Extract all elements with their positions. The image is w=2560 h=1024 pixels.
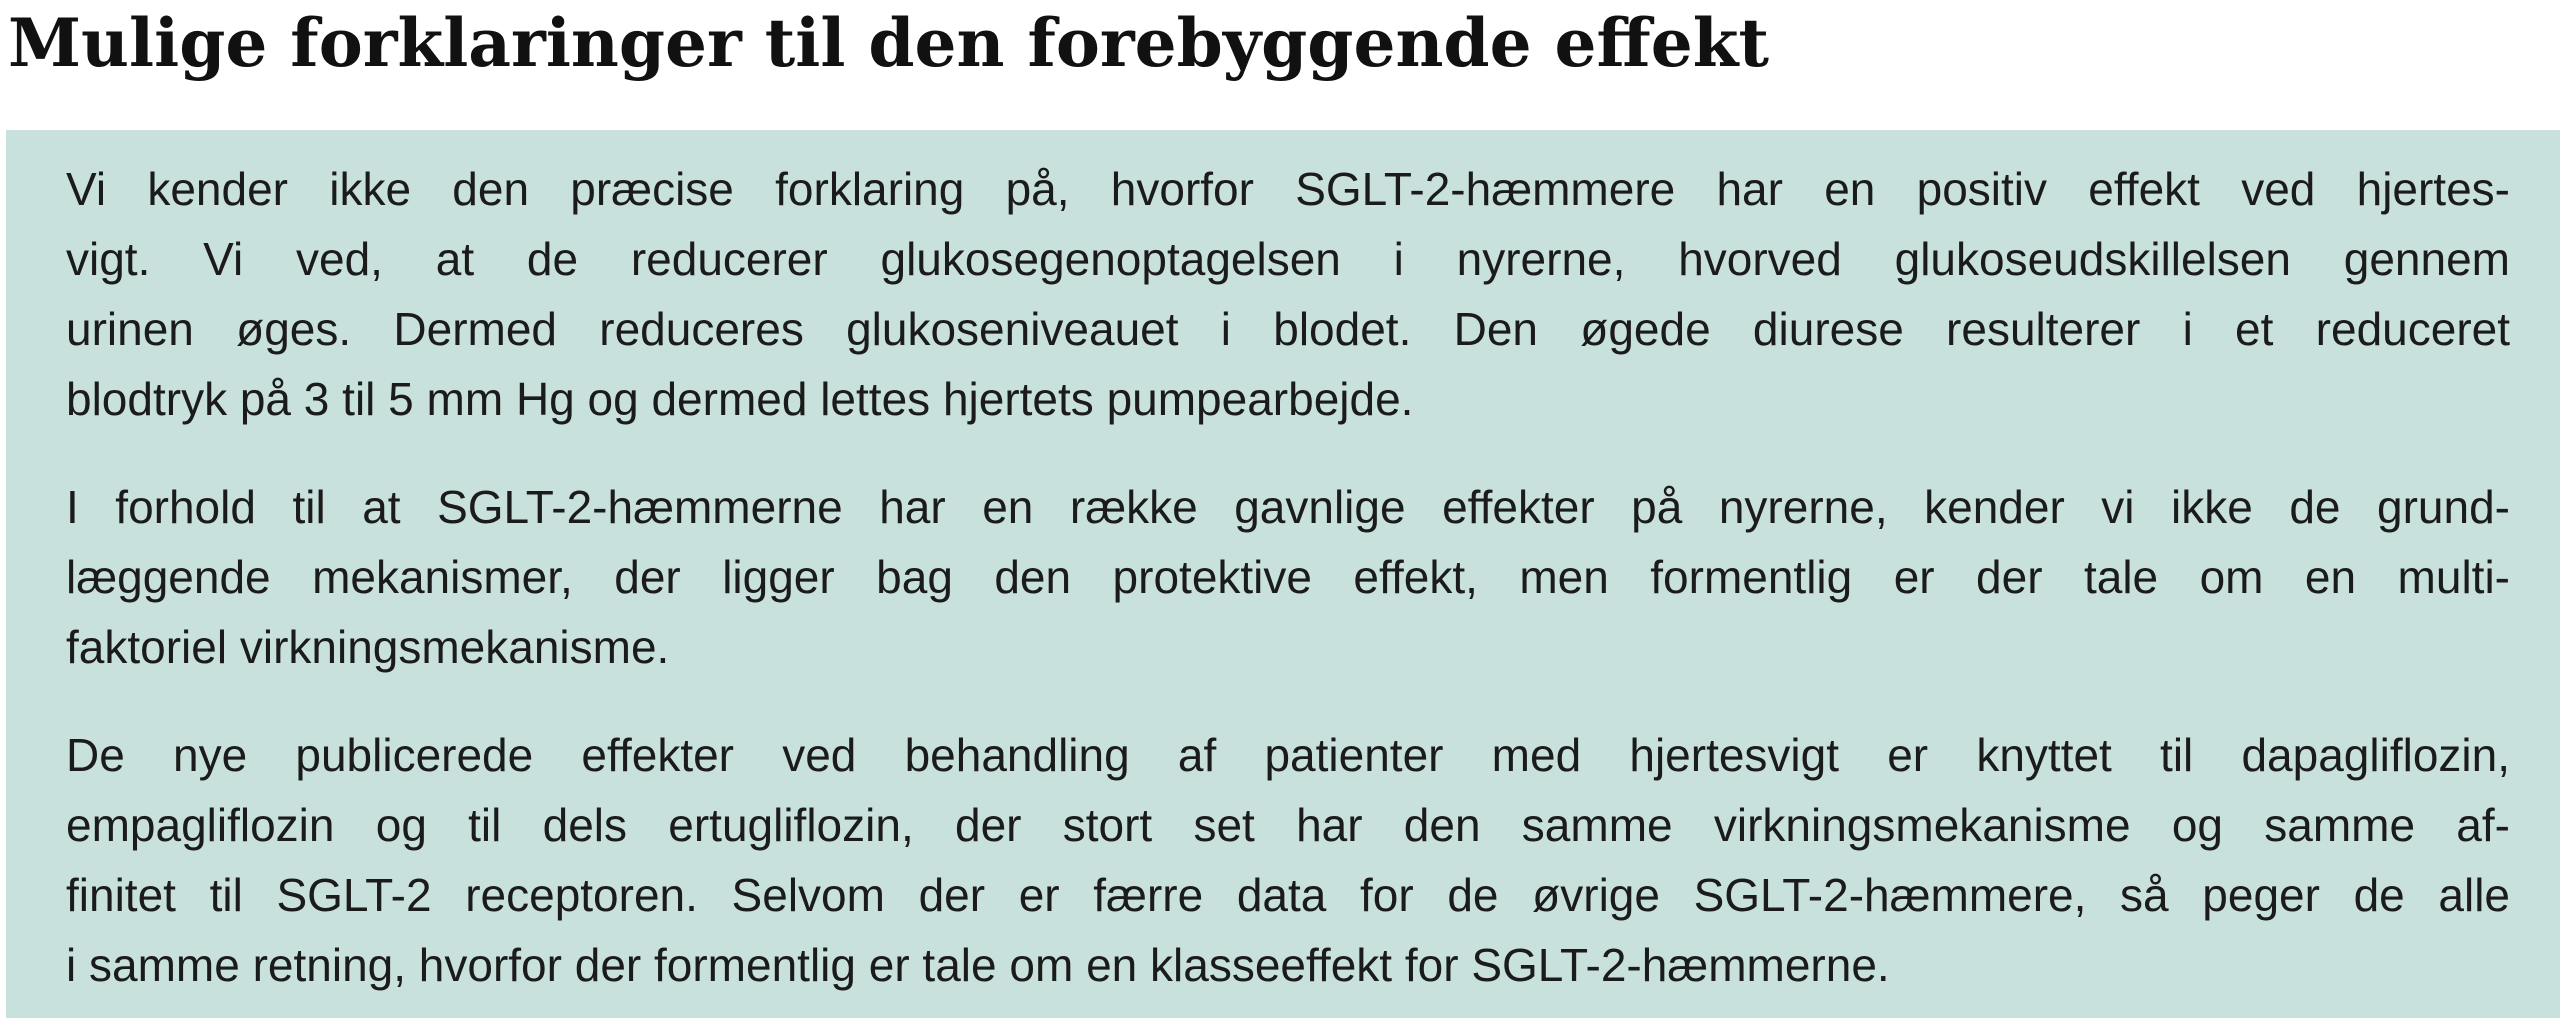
paragraph-line: læggende mekanismer, der ligger bag den protektive effekt, men formentlig er der tale om en multi-: [66, 551, 2510, 603]
paragraph-line: finitet til SGLT-2 receptoren. Selvom der er færre data for de øvrige SGLT-2-hæmmere, så peger de alle: [66, 869, 2510, 921]
section-heading: Mulige forklaringer til den forebyggende effekt: [8, 4, 1769, 82]
paragraph-line: vigt. Vi ved, at de reducerer glukosegenoptagelsen i nyrerne, hvorved glukoseudskillelsen gennem: [66, 233, 2510, 285]
paragraph-3: [66, 720, 2510, 1000]
paragraph-line: I forhold til at SGLT-2-hæmmerne har en række gavnlige effekter på nyrerne, kender vi ikke de grund-: [66, 481, 2510, 533]
paragraph-line: empagliflozin og til dels ertugliflozin, der stort set har den samme virkningsmekanisme og samme af-: [66, 799, 2510, 851]
text-box: [6, 130, 2560, 1018]
paragraph-line: i samme retning, hvorfor der formentlig er tale om en klasseeffekt for SGLT-2-hæmmerne.: [66, 939, 1890, 991]
paragraph-line: urinen øges. Dermed reduceres glukoseniveauet i blodet. Den øgede diurese resulterer i et reduceret: [66, 303, 2510, 355]
paragraph-2: [66, 472, 2510, 682]
paragraph-line: Vi kender ikke den præcise forklaring på, hvorfor SGLT-2-hæmmere har en positiv effekt ved hjertes-: [66, 163, 2510, 215]
paragraph-line: faktoriel virkningsmekanisme.: [66, 621, 670, 673]
paragraph-line: De nye publicerede effekter ved behandling af patienter med hjertesvigt er knyttet til dapagliflozin,: [66, 729, 2510, 781]
paragraph-line: blodtryk på 3 til 5 mm Hg og dermed lettes hjertets pumpearbejde.: [66, 373, 1414, 425]
paragraph-1: [66, 154, 2510, 434]
